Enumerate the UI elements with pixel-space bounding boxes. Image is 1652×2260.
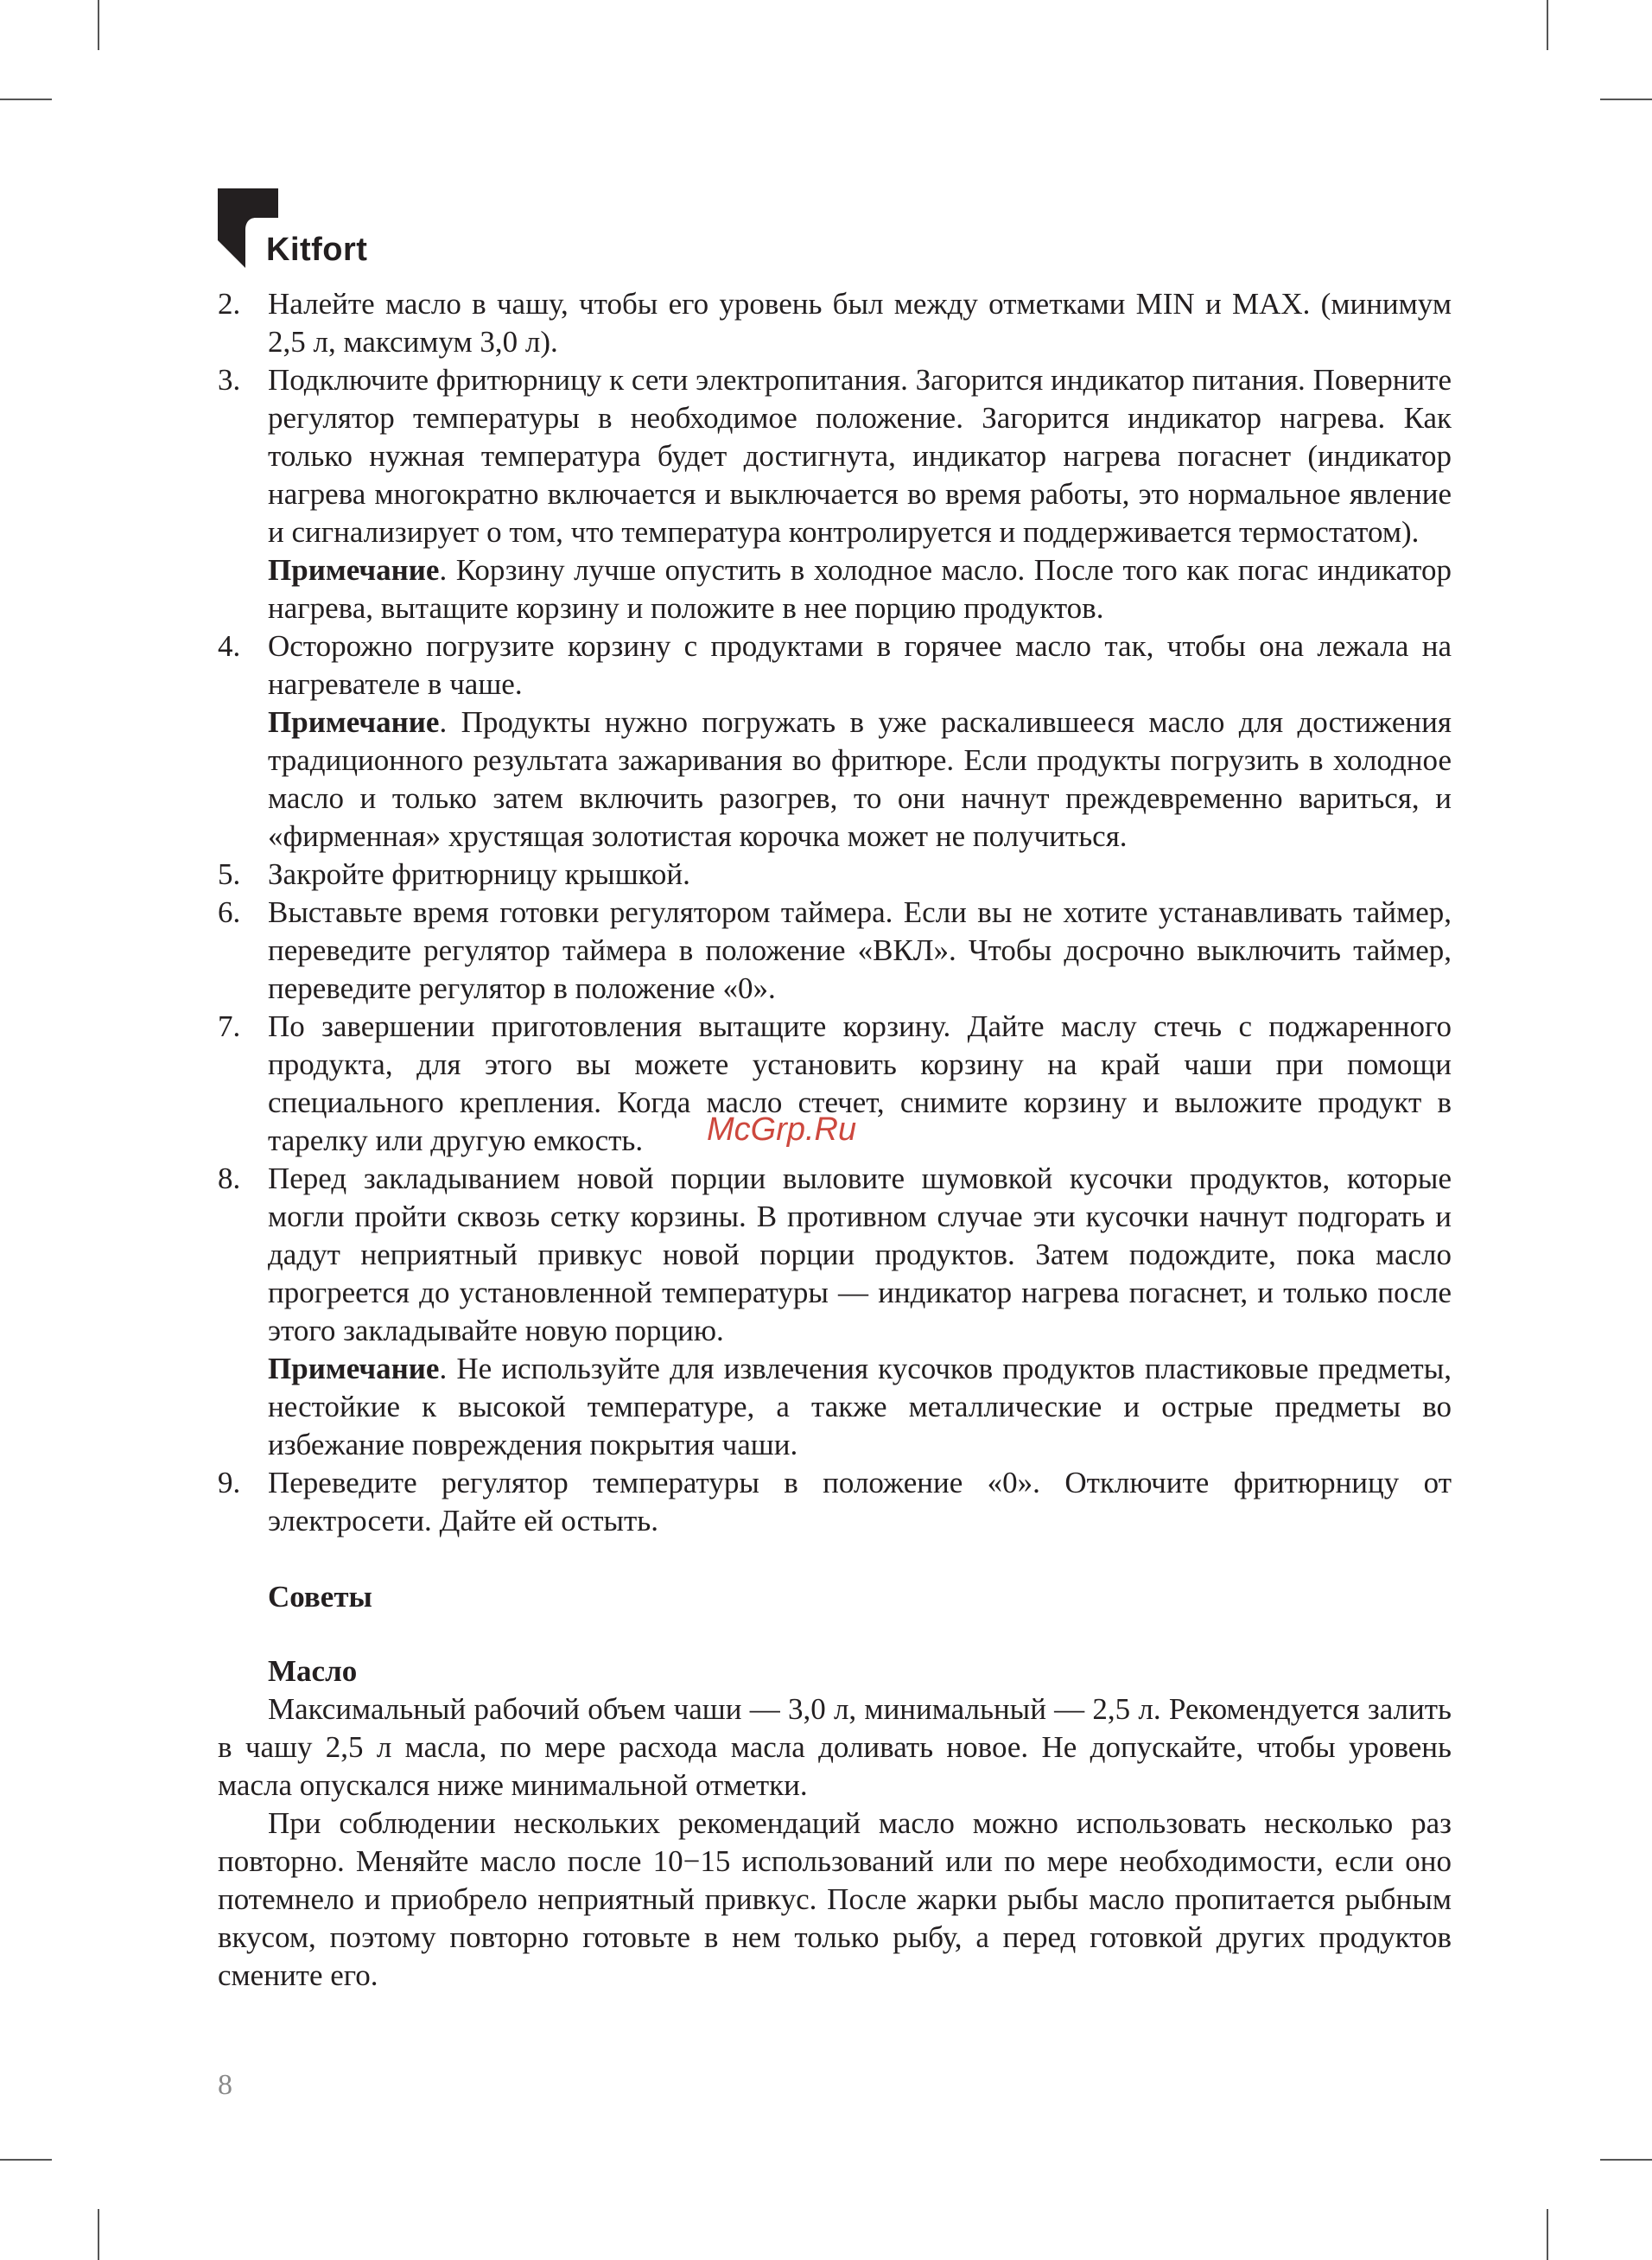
step-number: 6. [218,895,241,929]
crop-mark [1547,0,1548,50]
list-item [218,1160,1452,1464]
step-text: Осторожно погрузите корзину с продуктами в горячее масло так, чтобы она лежала на нагревателе в чаше. [268,629,1452,701]
list-item [218,894,1452,1008]
note-text: . Не используйте для извлечения кусочков продуктов пластиковые предметы, нестойкие к высокой температуре, а также металлические и острые предметы во избежание повреждения покрытия чаши. [268,1352,1452,1461]
crop-mark [1600,99,1652,100]
step-number: 9. [218,1466,241,1499]
step-text: Перед закладыванием новой порции выловите шумовкой кусочки продуктов, которые могли пройти сквозь сетку корзины. В противном случае эти кусочки начнут подгорать и дадут неприятный привкус новой порции продуктов. Затем подождите, пока масло прогреется до установленной температуры — индикатор нагрева погаснет, и только после этого закладывайте новую порцию. [268,1162,1452,1347]
note-label: Примечание [268,705,440,739]
crop-mark [1547,2209,1548,2260]
step-note [268,1350,1452,1464]
note-label: Примечание [268,553,440,587]
watermark: McGrp.Ru [707,1111,857,1148]
crop-mark [98,0,99,50]
body-paragraph: При соблюдении нескольких рекомендаций масло можно использовать несколько раз повторно. Меняйте масло после 10−15 использований или по мере необходимости, если оно потемнело и приобрело неприятный привкус. После жарки рыбы масло пропитается рыбным вкусом, поэтому повторно готовьте в нем только рыбу, а перед готовкой других продуктов смените его. [218,1806,1452,1992]
body-paragraph: Максимальный рабочий объем чаши — 3,0 л, минимальный — 2,5 л. Рекомендуется залить в чашу 2,5 л масла, по мере расхода масла доливать новое. Не допускайте, чтобы уровень масла опускался ниже минимальной отметки. [218,1692,1452,1802]
step-note [268,551,1452,627]
list-item [218,285,1452,361]
step-text: Переведите регулятор температуры в положение «0». Отключите фритюрницу от электросети. Дайте ей остыть. [268,1466,1452,1537]
note-label: Примечание [268,1352,440,1385]
crop-mark [1600,2159,1652,2161]
list-item [218,361,1452,627]
note-text: . Корзину лучше опустить в холодное масло. После того как погас индикатор нагрева, вытащите корзину и положите в нее порцию продуктов. [268,553,1452,625]
step-number: 4. [218,629,241,663]
section-heading: Советы [268,1580,372,1614]
list-item [218,1464,1452,1540]
subsection-heading: Масло [268,1654,358,1688]
instruction-list [218,285,1452,1540]
list-item [218,627,1452,856]
step-text: Выставьте время готовки регулятором таймера. Если вы не хотите устанавливать таймер, переведите регулятор таймера в положение «ВКЛ». Чтобы досрочно выключить таймер, переведите регулятор в положение «0». [268,895,1452,1005]
step-text: Подключите фритюрницу к сети электропитания. Загорится индикатор питания. Поверните регулятор температуры в необходимое положение. Загорится индикатор нагрева. Как только нужная температура будет достигнута, индикатор нагрева погаснет (индикатор нагрева многократно включается и выключается во время работы, это нормальное явление и сигнализирует о том, что температура контролируется и поддерживается термостатом). [268,363,1452,549]
step-text: Налейте масло в чашу, чтобы его уровень был между отметками MIN и MAX. (минимум 2,5 л, максимум 3,0 л). [268,287,1452,359]
brand-logo [218,188,391,275]
step-text: По завершении приготовления вытащите корзину. Дайте маслу стечь с поджаренного продукта, для этого вы можете установить корзину на край чаши при помощи специального крепления. Когда масло стечет, снимите корзину и выложите продукт в тарелку или другую емкость. [268,1009,1452,1157]
brand-name: Kitfort [266,232,368,268]
step-note [268,703,1452,856]
crop-mark [98,2209,99,2260]
list-item [218,856,1452,894]
crop-mark [0,99,52,100]
step-number: 7. [218,1009,241,1043]
step-number: 8. [218,1162,241,1195]
page-number: 8 [218,2069,232,2101]
step-text: Закройте фритюрницу крышкой. [268,857,690,891]
note-text: . Продукты нужно погружать в уже раскалившееся масло для достижения традиционного результата зажаривания во фритюре. Если продукты погрузить в холодное масло и только затем включить разогрев, то они начнут преждевременно вариться, и «фирменная» хрустящая золотистая корочка может не получиться. [268,705,1452,853]
step-number: 5. [218,857,241,891]
crop-mark [0,2159,52,2161]
step-number: 3. [218,363,241,397]
step-number: 2. [218,287,241,321]
